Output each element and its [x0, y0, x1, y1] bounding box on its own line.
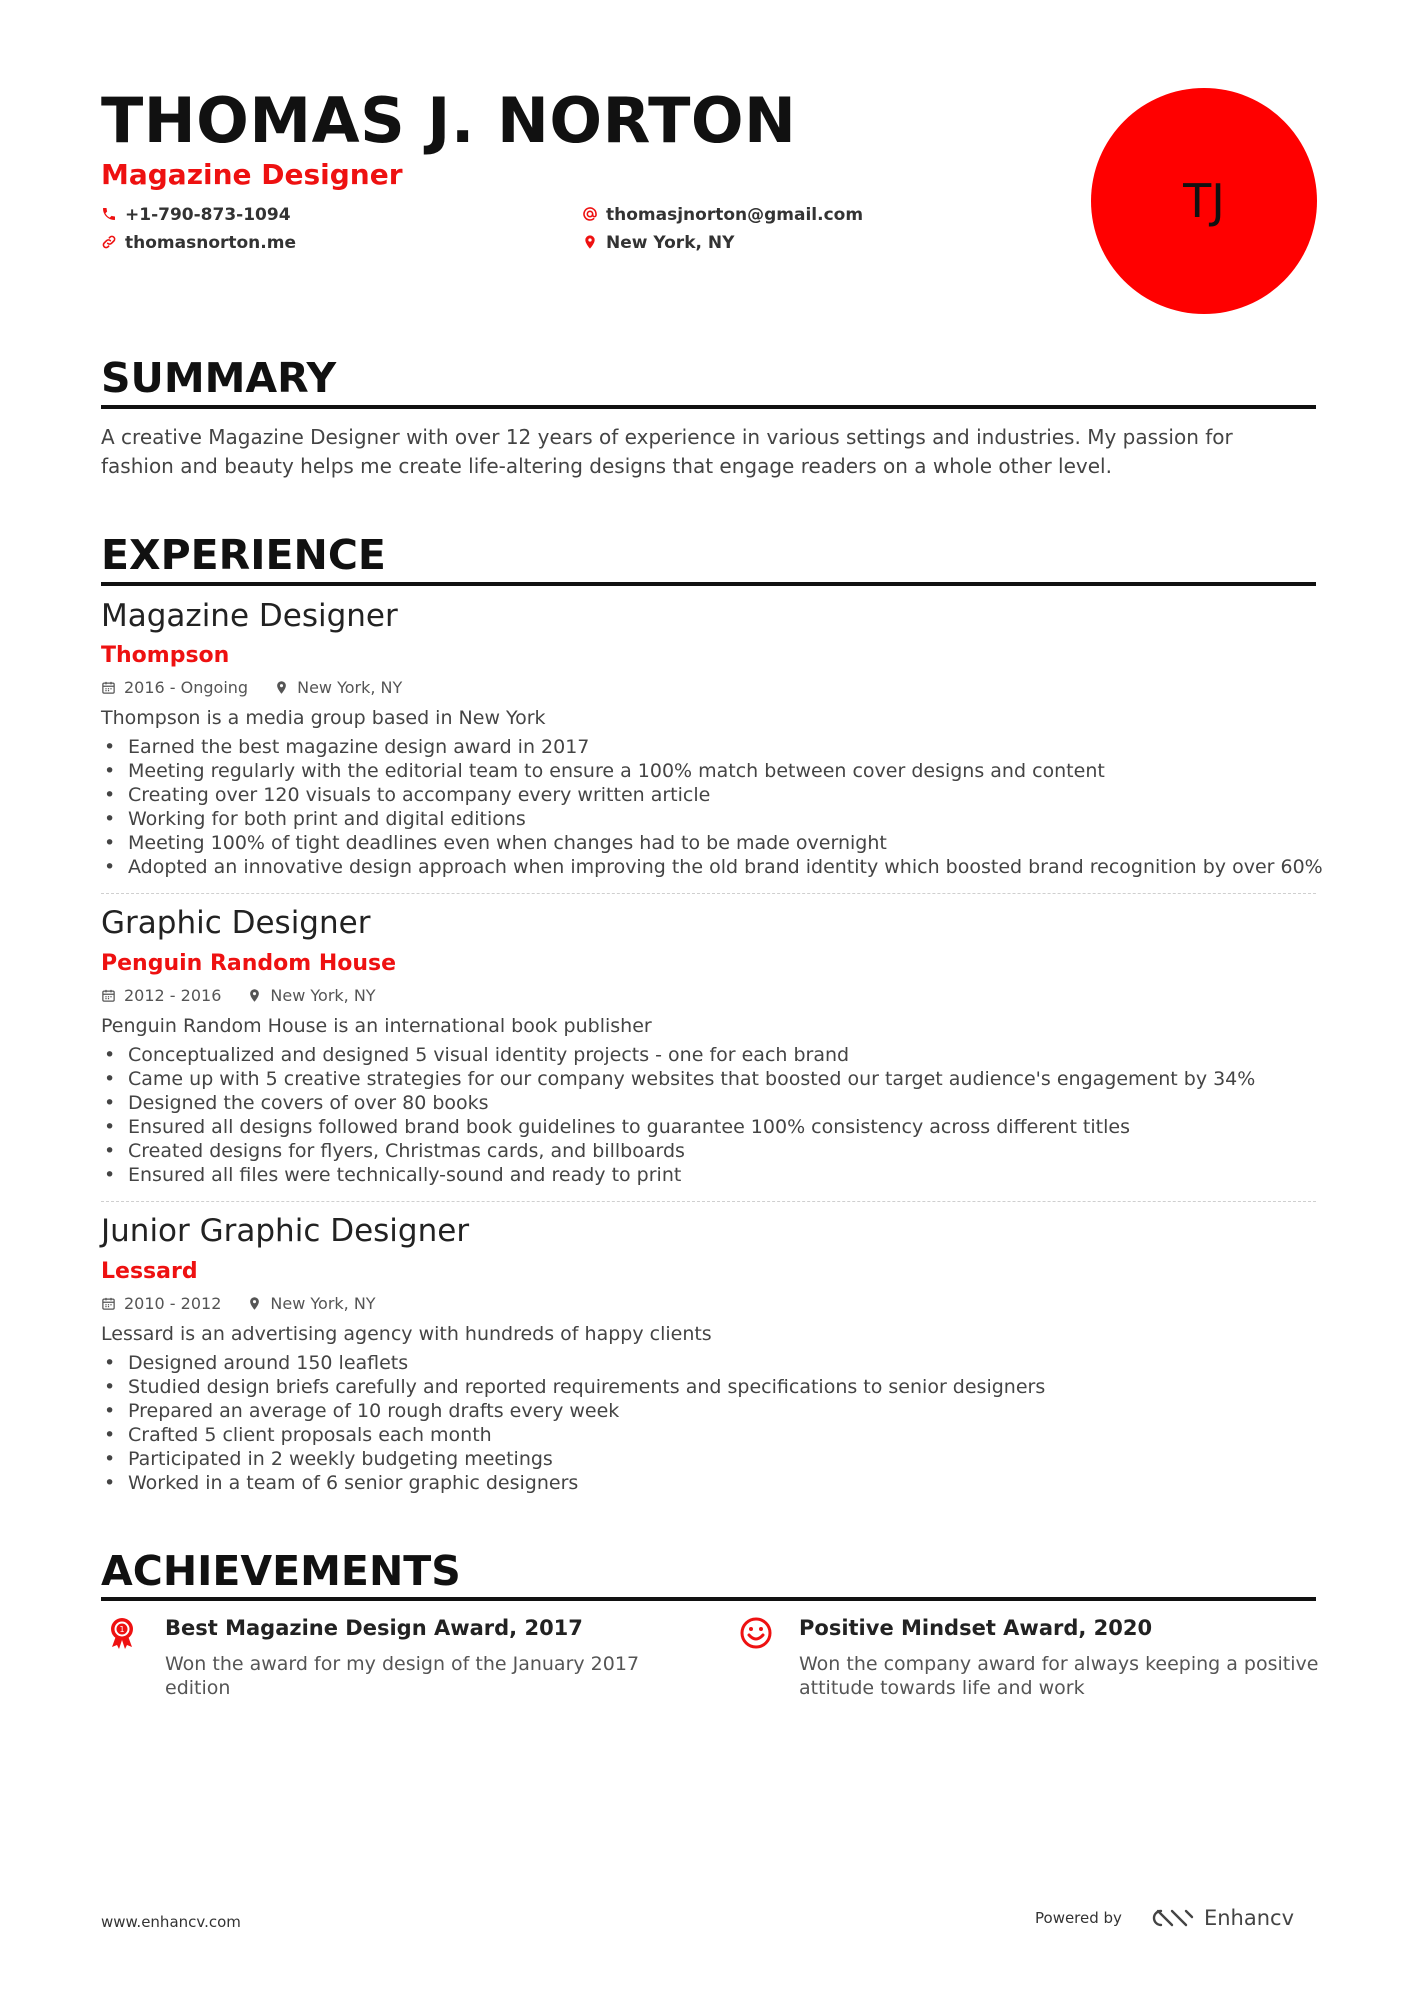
job-meta — [101, 986, 376, 1005]
achievement-desc-line: attitude towards life and work — [799, 1677, 1085, 1699]
summary-heading: SUMMARY — [101, 354, 337, 402]
achievement-title: Best Magazine Design Award, 2017 — [165, 1616, 583, 1640]
contact-location — [582, 233, 734, 253]
job-bullet: • Meeting regularly with the editorial team to ensure a 100% match between cover designs and content — [101, 759, 1316, 783]
job-bullet: • Adopted an innovative design approach when improving the old brand identity which boosted brand recognition by over 60% — [101, 855, 1316, 879]
job-bullets — [101, 735, 1323, 879]
job-location: New York, NY — [270, 986, 376, 1005]
job-bullet: • Designed the covers of over 80 books — [101, 1091, 1316, 1115]
job-bullet: • Meeting 100% of tight deadlines even when changes had to be made overnight — [101, 831, 1316, 855]
job-bullet: • Working for both print and digital editions — [101, 807, 1316, 831]
achievement-description — [165, 1652, 665, 1700]
contact-location-text: New York, NY — [606, 233, 735, 253]
job-bullet: • Creating over 120 visuals to accompany every written article — [101, 783, 1316, 807]
job-bullet: • Ensured all designs followed brand book guidelines to guarantee 100% consistency across different titles — [101, 1115, 1316, 1139]
smiley-icon — [739, 1616, 773, 1650]
job-separator — [101, 1201, 1316, 1202]
summary-line: A creative Magazine Designer with over 12 years of experience in various settings and industries. My passion for — [101, 425, 1233, 449]
contact-website-text: thomasnorton.me — [125, 233, 296, 253]
job-dates: 2010 - 2012 — [124, 1294, 222, 1313]
powered-by-label: Powered by — [1035, 1909, 1122, 1927]
achievements-divider — [101, 1597, 1316, 1601]
calendar-icon — [101, 680, 116, 695]
summary-divider — [101, 405, 1316, 409]
job-title: Graphic Designer — [101, 905, 371, 941]
job-separator — [101, 893, 1316, 894]
enhancv-logo-icon — [1148, 1907, 1196, 1929]
job-bullet: • Worked in a team of 6 senior graphic designers — [101, 1471, 1316, 1495]
candidate-name: THOMAS J. NORTON — [101, 84, 797, 157]
enhancv-brand-text: Enhancv — [1203, 1906, 1294, 1930]
job-bullet: • Designed around 150 leaflets — [101, 1351, 1316, 1375]
calendar-icon — [101, 1296, 116, 1311]
job-bullet: • Studied design briefs carefully and reported requirements and specifications to senior designers — [101, 1375, 1316, 1399]
job-title: Junior Graphic Designer — [101, 1213, 470, 1249]
achievement-desc-line: Won the company award for always keeping a positive — [799, 1653, 1319, 1675]
experience-heading: EXPERIENCE — [101, 531, 386, 579]
enhancv-logo — [1148, 1906, 1294, 1930]
contact-phone[interactable] — [101, 205, 291, 225]
job-bullet: • Came up with 5 creative strategies for our company websites that boosted our target audience's engagement by 34% — [101, 1067, 1316, 1091]
achievement-title: Positive Mindset Award, 2020 — [799, 1616, 1153, 1640]
at-icon — [582, 206, 600, 224]
map-pin-icon — [582, 234, 600, 252]
award-ribbon-icon — [105, 1616, 139, 1650]
experience-divider — [101, 582, 1316, 586]
contact-email[interactable] — [582, 205, 863, 225]
summary-line: fashion and beauty helps me create life-altering designs that engage readers on a whole other level. — [101, 454, 1112, 478]
contact-email-text: thomasjnorton@gmail.com — [606, 205, 864, 225]
candidate-role: Magazine Designer — [101, 158, 403, 191]
job-bullet: • Created designs for flyers, Christmas cards, and billboards — [101, 1139, 1316, 1163]
map-pin-icon — [247, 988, 262, 1003]
map-pin-icon — [247, 1296, 262, 1311]
job-description: Thompson is a media group based in New York — [101, 707, 546, 729]
avatar — [1091, 88, 1317, 314]
job-title: Magazine Designer — [101, 598, 398, 634]
job-company: Penguin Random House — [101, 951, 397, 976]
calendar-icon — [101, 988, 116, 1003]
job-bullet: • Earned the best magazine design award in 2017 — [101, 735, 1316, 759]
job-dates: 2016 - Ongoing — [124, 678, 249, 697]
achievement-desc-line: Won the award for my design of the January 2017 — [165, 1653, 640, 1675]
job-company: Thompson — [101, 643, 230, 668]
job-description: Lessard is an advertising agency with hundreds of happy clients — [101, 1323, 712, 1345]
achievement-desc-line: edition — [165, 1677, 231, 1699]
job-location: New York, NY — [270, 1294, 376, 1313]
achievements-heading: ACHIEVEMENTS — [101, 1547, 461, 1595]
footer-powered-by[interactable] — [1035, 1906, 1294, 1930]
summary-text — [101, 423, 1316, 481]
svg-text:1: 1 — [119, 1625, 125, 1634]
job-location: New York, NY — [297, 678, 403, 697]
contact-website[interactable] — [101, 233, 296, 253]
phone-icon — [101, 206, 119, 224]
job-bullet: • Conceptualized and designed 5 visual identity projects - one for each brand — [101, 1043, 1316, 1067]
job-company: Lessard — [101, 1259, 198, 1284]
job-meta — [101, 1294, 376, 1313]
job-meta — [101, 678, 402, 697]
link-icon — [101, 234, 119, 252]
footer-website-link[interactable]: www.enhancv.com — [101, 1913, 241, 1931]
job-bullets — [101, 1043, 1316, 1187]
avatar-initials: TJ — [1183, 174, 1225, 228]
job-bullet: • Prepared an average of 10 rough drafts every week — [101, 1399, 1316, 1423]
job-bullets — [101, 1351, 1316, 1495]
job-bullet: • Crafted 5 client proposals each month — [101, 1423, 1316, 1447]
contact-phone-text: +1-790-873-1094 — [125, 205, 291, 225]
job-description: Penguin Random House is an international book publisher — [101, 1015, 652, 1037]
map-pin-icon — [274, 680, 289, 695]
job-dates: 2012 - 2016 — [124, 986, 222, 1005]
job-bullet: • Participated in 2 weekly budgeting meetings — [101, 1447, 1316, 1471]
job-bullet: • Ensured all files were technically-sound and ready to print — [101, 1163, 1316, 1187]
achievement-description — [799, 1652, 1319, 1700]
